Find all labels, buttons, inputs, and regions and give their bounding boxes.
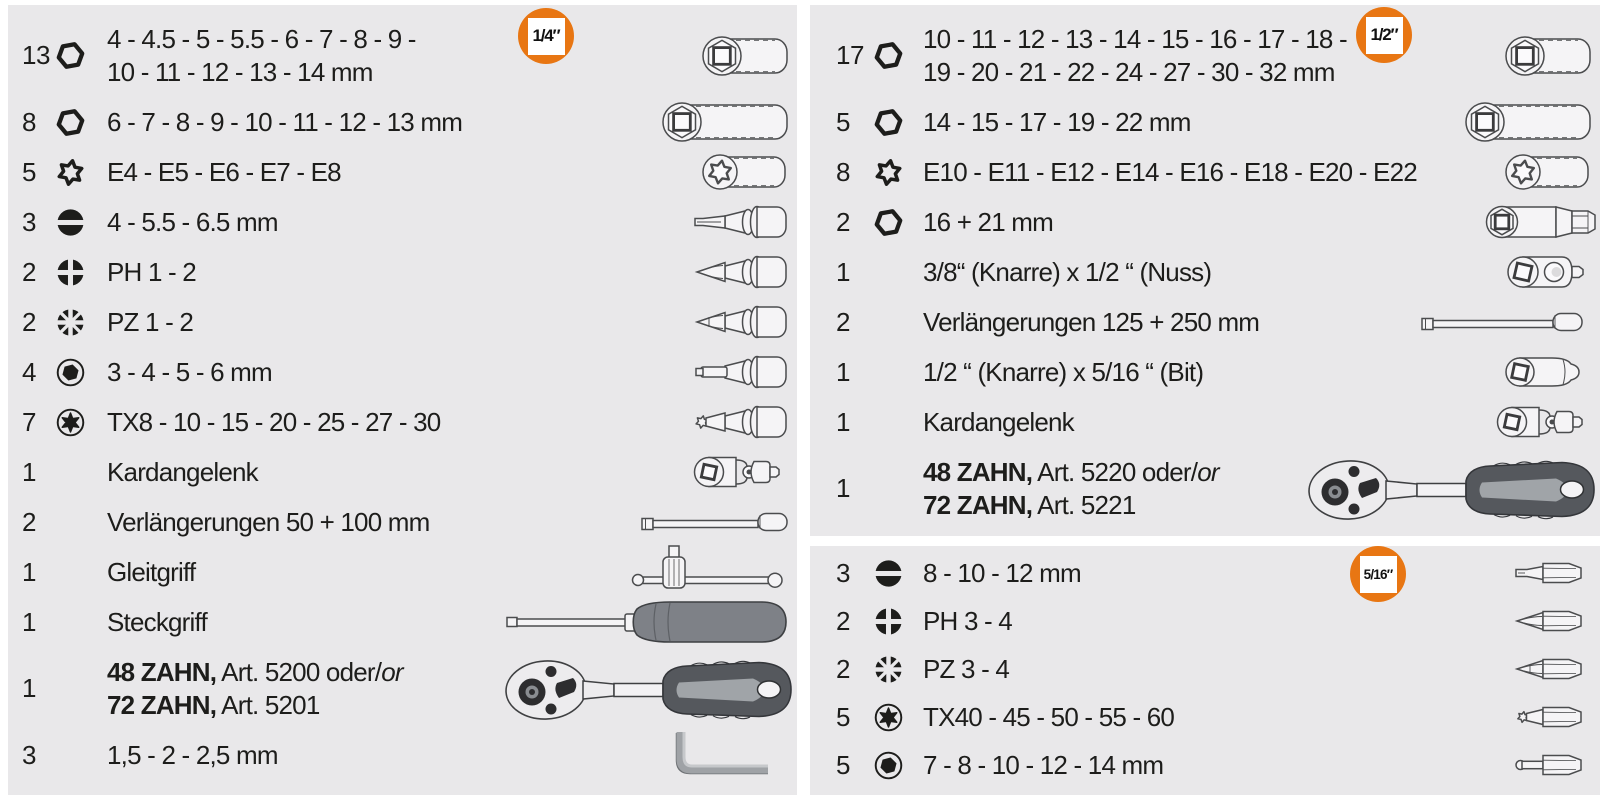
set-item-row <box>8 547 797 597</box>
item-quantity: 1 <box>22 606 36 637</box>
bit-pozidriv-illustration <box>1513 656 1585 682</box>
adapter-illustration <box>1506 252 1596 292</box>
panel-half-inch-set <box>810 5 1600 536</box>
hex-socket-icon <box>55 107 101 138</box>
text-segment: PZ 3 - 4 <box>923 653 1010 684</box>
set-item-row <box>8 497 797 547</box>
item-description <box>923 206 1053 239</box>
drive-size-badge <box>1350 546 1406 602</box>
phillips-icon <box>873 606 917 637</box>
panel-quarter-inch-set <box>8 5 797 795</box>
set-item-row <box>8 14 797 97</box>
description-line <box>107 256 196 289</box>
bit-socket-phillips-illustration <box>689 250 789 294</box>
set-item-row <box>8 197 797 247</box>
description-line <box>923 256 1211 289</box>
description-line <box>923 456 1219 489</box>
item-quantity: 8 <box>836 156 850 187</box>
pozidriv-icon <box>55 307 101 338</box>
text-segment: PH 3 - 4 <box>923 605 1012 636</box>
item-rows <box>8 5 797 780</box>
item-quantity: 2 <box>836 605 850 636</box>
phillips-icon <box>55 257 101 288</box>
item-description <box>107 23 416 89</box>
item-description <box>107 506 430 539</box>
description-line <box>923 406 1074 439</box>
text-segment: Art. 5201 <box>216 689 320 720</box>
item-rows <box>810 5 1600 530</box>
text-segment: 8 - 10 - 12 mm <box>923 557 1081 588</box>
text-segment: Art. 5221 <box>1032 489 1136 520</box>
text-segment: Gleitgriff <box>107 556 196 587</box>
universal-joint-illustration <box>692 452 787 492</box>
text-segment: 48 ZAHN, <box>107 656 217 687</box>
item-quantity: 1 <box>22 673 36 703</box>
description-line <box>923 701 1174 734</box>
description-line <box>107 306 193 339</box>
description-line <box>107 156 341 189</box>
item-description <box>107 606 207 639</box>
item-description <box>107 156 341 189</box>
bit-socket-slotted-illustration <box>689 200 789 244</box>
description-line <box>923 749 1163 782</box>
description-line <box>923 605 1012 638</box>
set-item-row <box>8 347 797 397</box>
ratchet-illustration <box>501 652 793 726</box>
extension-long-illustration <box>1419 305 1584 339</box>
t-handle-illustration <box>624 541 789 603</box>
text-segment: Art. 5200 oder/ <box>216 656 382 687</box>
item-description <box>923 456 1219 522</box>
description-line <box>107 406 440 439</box>
hex-socket-icon <box>55 40 101 71</box>
description-line <box>107 506 430 539</box>
e-torx-icon <box>55 157 101 188</box>
item-description <box>923 557 1081 590</box>
text-segment: 48 ZAHN, <box>923 456 1033 487</box>
description-line <box>107 606 207 639</box>
set-item-row <box>810 347 1600 397</box>
bit-phillips-illustration <box>1513 608 1585 634</box>
text-segment: Verlängerungen 50 + 100 mm <box>107 506 430 537</box>
text-segment: E4 - E5 - E6 - E7 - E8 <box>107 156 341 187</box>
text-segment: TX40 - 45 - 50 - 55 - 60 <box>923 701 1175 732</box>
text-segment: Art. 5220 oder/ <box>1032 456 1198 487</box>
text-segment: Kardangelenk <box>923 406 1074 437</box>
hex-socket-icon <box>873 107 917 138</box>
bit-socket-hex-illustration <box>689 350 789 394</box>
set-item-row <box>8 147 797 197</box>
ratchet-illustration <box>1304 452 1596 526</box>
item-description <box>923 653 1009 686</box>
item-description <box>923 306 1259 339</box>
description-line <box>923 106 1191 139</box>
description-line <box>107 739 278 772</box>
item-quantity: 2 <box>836 206 850 237</box>
text-segment: 1/2 “ (Knarre) x 5/16 “ (Bit) <box>923 356 1204 387</box>
item-description <box>923 701 1174 734</box>
set-item-row <box>810 297 1600 347</box>
text-segment: 72 ZAHN, <box>923 489 1033 520</box>
item-quantity: 1 <box>836 473 850 503</box>
slotted-icon <box>55 207 101 238</box>
torx-bit-icon <box>55 407 101 438</box>
description-line <box>923 306 1259 339</box>
socket-long-illustration <box>1460 100 1592 144</box>
item-quantity: 13 <box>22 40 50 70</box>
hex-keys-illustration <box>656 730 771 780</box>
bit-hex-illustration <box>1513 752 1585 778</box>
bit-adapter-illustration <box>1504 354 1584 390</box>
description-line <box>107 656 403 689</box>
spinner-handle-illustration <box>504 599 789 645</box>
text-segment: PZ 1 - 2 <box>107 306 194 337</box>
item-quantity: 2 <box>22 256 36 287</box>
item-quantity: 4 <box>22 356 36 387</box>
description-line <box>923 156 1417 189</box>
socket-etorx-illustration <box>697 152 789 192</box>
bit-socket-torx-illustration <box>689 400 789 444</box>
item-description <box>107 556 195 589</box>
text-segment: 10 - 11 - 12 - 13 - 14 - 15 - 16 - 17 - 18 - <box>923 23 1347 54</box>
set-item-row <box>810 693 1600 741</box>
description-line <box>923 653 1009 686</box>
bit-slotted-illustration <box>1513 560 1585 586</box>
item-rows <box>810 546 1600 789</box>
text-segment: E10 - E11 - E12 - E14 - E16 - E18 - E20 - E22 <box>923 156 1417 187</box>
text-segment: 7 - 8 - 10 - 12 - 14 mm <box>923 749 1164 780</box>
description-line <box>923 23 1347 56</box>
panel-five-sixteenth-bit-set <box>810 546 1600 795</box>
item-quantity: 5 <box>836 106 850 137</box>
set-item-row <box>810 197 1600 247</box>
set-item-row <box>810 14 1600 97</box>
item-description <box>107 106 462 139</box>
set-item-row <box>810 97 1600 147</box>
set-item-row <box>8 397 797 447</box>
set-item-row <box>8 597 797 647</box>
text-segment: 6 - 7 - 8 - 9 - 10 - 11 - 12 - 13 mm <box>107 106 463 137</box>
description-line <box>107 556 195 589</box>
e-torx-icon <box>873 157 917 188</box>
item-quantity: 5 <box>22 156 36 187</box>
socket-short-illustration <box>697 34 789 78</box>
item-quantity: 3 <box>836 557 850 588</box>
text-segment: 4 - 4.5 - 5 - 5.5 - 6 - 7 - 8 - 9 - <box>107 23 416 54</box>
socket-etorx-illustration <box>1500 152 1592 192</box>
description-line <box>107 106 462 139</box>
bit-torx-illustration <box>1513 704 1585 730</box>
item-description <box>107 356 272 389</box>
hex-socket-icon <box>873 40 917 71</box>
text-segment: 10 - 11 - 12 - 13 - 14 mm <box>107 56 373 87</box>
item-quantity: 5 <box>836 749 850 780</box>
item-quantity: 2 <box>836 653 850 684</box>
set-item-row <box>8 447 797 497</box>
set-item-row <box>8 730 797 780</box>
set-item-row <box>810 247 1600 297</box>
item-quantity: 17 <box>836 40 864 70</box>
item-description <box>923 605 1012 638</box>
hex-bit-icon <box>873 750 917 781</box>
text-segment: Steckgriff <box>107 606 207 637</box>
drive-size-label: 1/2″ <box>1366 17 1403 54</box>
socket-long-illustration <box>657 100 789 144</box>
extension-short-illustration <box>639 505 789 539</box>
item-description <box>107 206 278 239</box>
item-quantity: 1 <box>22 556 36 587</box>
item-quantity: 1 <box>836 406 850 437</box>
set-item-row <box>810 741 1600 789</box>
text-segment: 16 + 21 mm <box>923 206 1054 237</box>
description-line <box>107 56 416 89</box>
set-item-row <box>810 447 1600 530</box>
text-segment: 3 - 4 - 5 - 6 mm <box>107 356 272 387</box>
item-quantity: 1 <box>836 256 850 287</box>
item-quantity: 7 <box>22 406 36 437</box>
text-segment: TX8 - 10 - 15 - 20 - 25 - 27 - 30 <box>107 406 441 437</box>
slotted-icon <box>873 558 917 589</box>
item-quantity: 2 <box>836 306 850 337</box>
description-line <box>923 206 1053 239</box>
text-segment: 14 - 15 - 17 - 19 - 22 mm <box>923 106 1191 137</box>
drive-size-badge <box>518 8 574 64</box>
description-line <box>107 206 278 239</box>
set-item-row <box>810 597 1600 645</box>
item-description <box>107 739 278 772</box>
item-description <box>107 656 403 722</box>
text-segment: 72 ZAHN, <box>107 689 217 720</box>
set-item-row <box>8 97 797 147</box>
item-description <box>107 256 196 289</box>
pozidriv-icon <box>873 654 917 685</box>
bit-socket-pozidriv-illustration <box>689 300 789 344</box>
description-line <box>107 456 258 489</box>
description-line <box>923 56 1347 89</box>
text-segment: Kardangelenk <box>107 456 258 487</box>
item-description <box>107 456 258 489</box>
item-quantity: 3 <box>22 206 36 237</box>
item-quantity: 1 <box>836 356 850 387</box>
description-line <box>107 689 403 722</box>
drive-size-badge <box>1356 7 1412 63</box>
drive-size-label: 5/16″ <box>1360 556 1397 593</box>
spark-plug-socket-illustration <box>1480 202 1598 242</box>
torx-bit-icon <box>873 702 917 733</box>
description-line <box>107 356 272 389</box>
text-segment: Verlängerungen 125 + 250 mm <box>923 306 1260 337</box>
item-description <box>923 749 1163 782</box>
text-segment: 19 - 20 - 21 - 22 - 24 - 27 - 30 - 32 mm <box>923 56 1335 87</box>
description-line <box>923 356 1203 389</box>
text-segment: 4 - 5.5 - 6.5 mm <box>107 206 278 237</box>
description-line <box>107 23 416 56</box>
item-description <box>923 156 1417 189</box>
set-item-row <box>810 147 1600 197</box>
text-segment: or <box>1197 456 1219 487</box>
socket-short-illustration <box>1500 34 1592 78</box>
text-segment: PH 1 - 2 <box>107 256 196 287</box>
item-quantity: 1 <box>22 456 36 487</box>
set-item-row <box>8 297 797 347</box>
item-description <box>923 256 1211 289</box>
item-quantity: 5 <box>836 701 850 732</box>
set-item-row <box>810 397 1600 447</box>
set-item-row <box>8 247 797 297</box>
set-item-row <box>8 647 797 730</box>
item-description <box>923 406 1074 439</box>
set-item-row <box>810 645 1600 693</box>
item-description <box>107 306 193 339</box>
item-description <box>107 406 440 439</box>
item-quantity: 2 <box>22 306 36 337</box>
drive-size-label: 1/4″ <box>528 18 565 55</box>
hex-socket-icon <box>873 207 917 238</box>
item-quantity: 3 <box>22 739 36 770</box>
item-description <box>923 106 1191 139</box>
text-segment: or <box>381 656 403 687</box>
set-item-row <box>810 549 1600 597</box>
text-segment: 3/8“ (Knarre) x 1/2 “ (Nuss) <box>923 256 1212 287</box>
text-segment: 1,5 - 2 - 2,5 mm <box>107 739 278 770</box>
item-quantity: 2 <box>22 506 36 537</box>
universal-joint-illustration <box>1495 402 1590 442</box>
item-description <box>923 23 1347 89</box>
item-quantity: 8 <box>22 106 36 137</box>
description-line <box>923 557 1081 590</box>
hex-bit-icon <box>55 357 101 388</box>
description-line <box>923 489 1219 522</box>
item-description <box>923 356 1203 389</box>
